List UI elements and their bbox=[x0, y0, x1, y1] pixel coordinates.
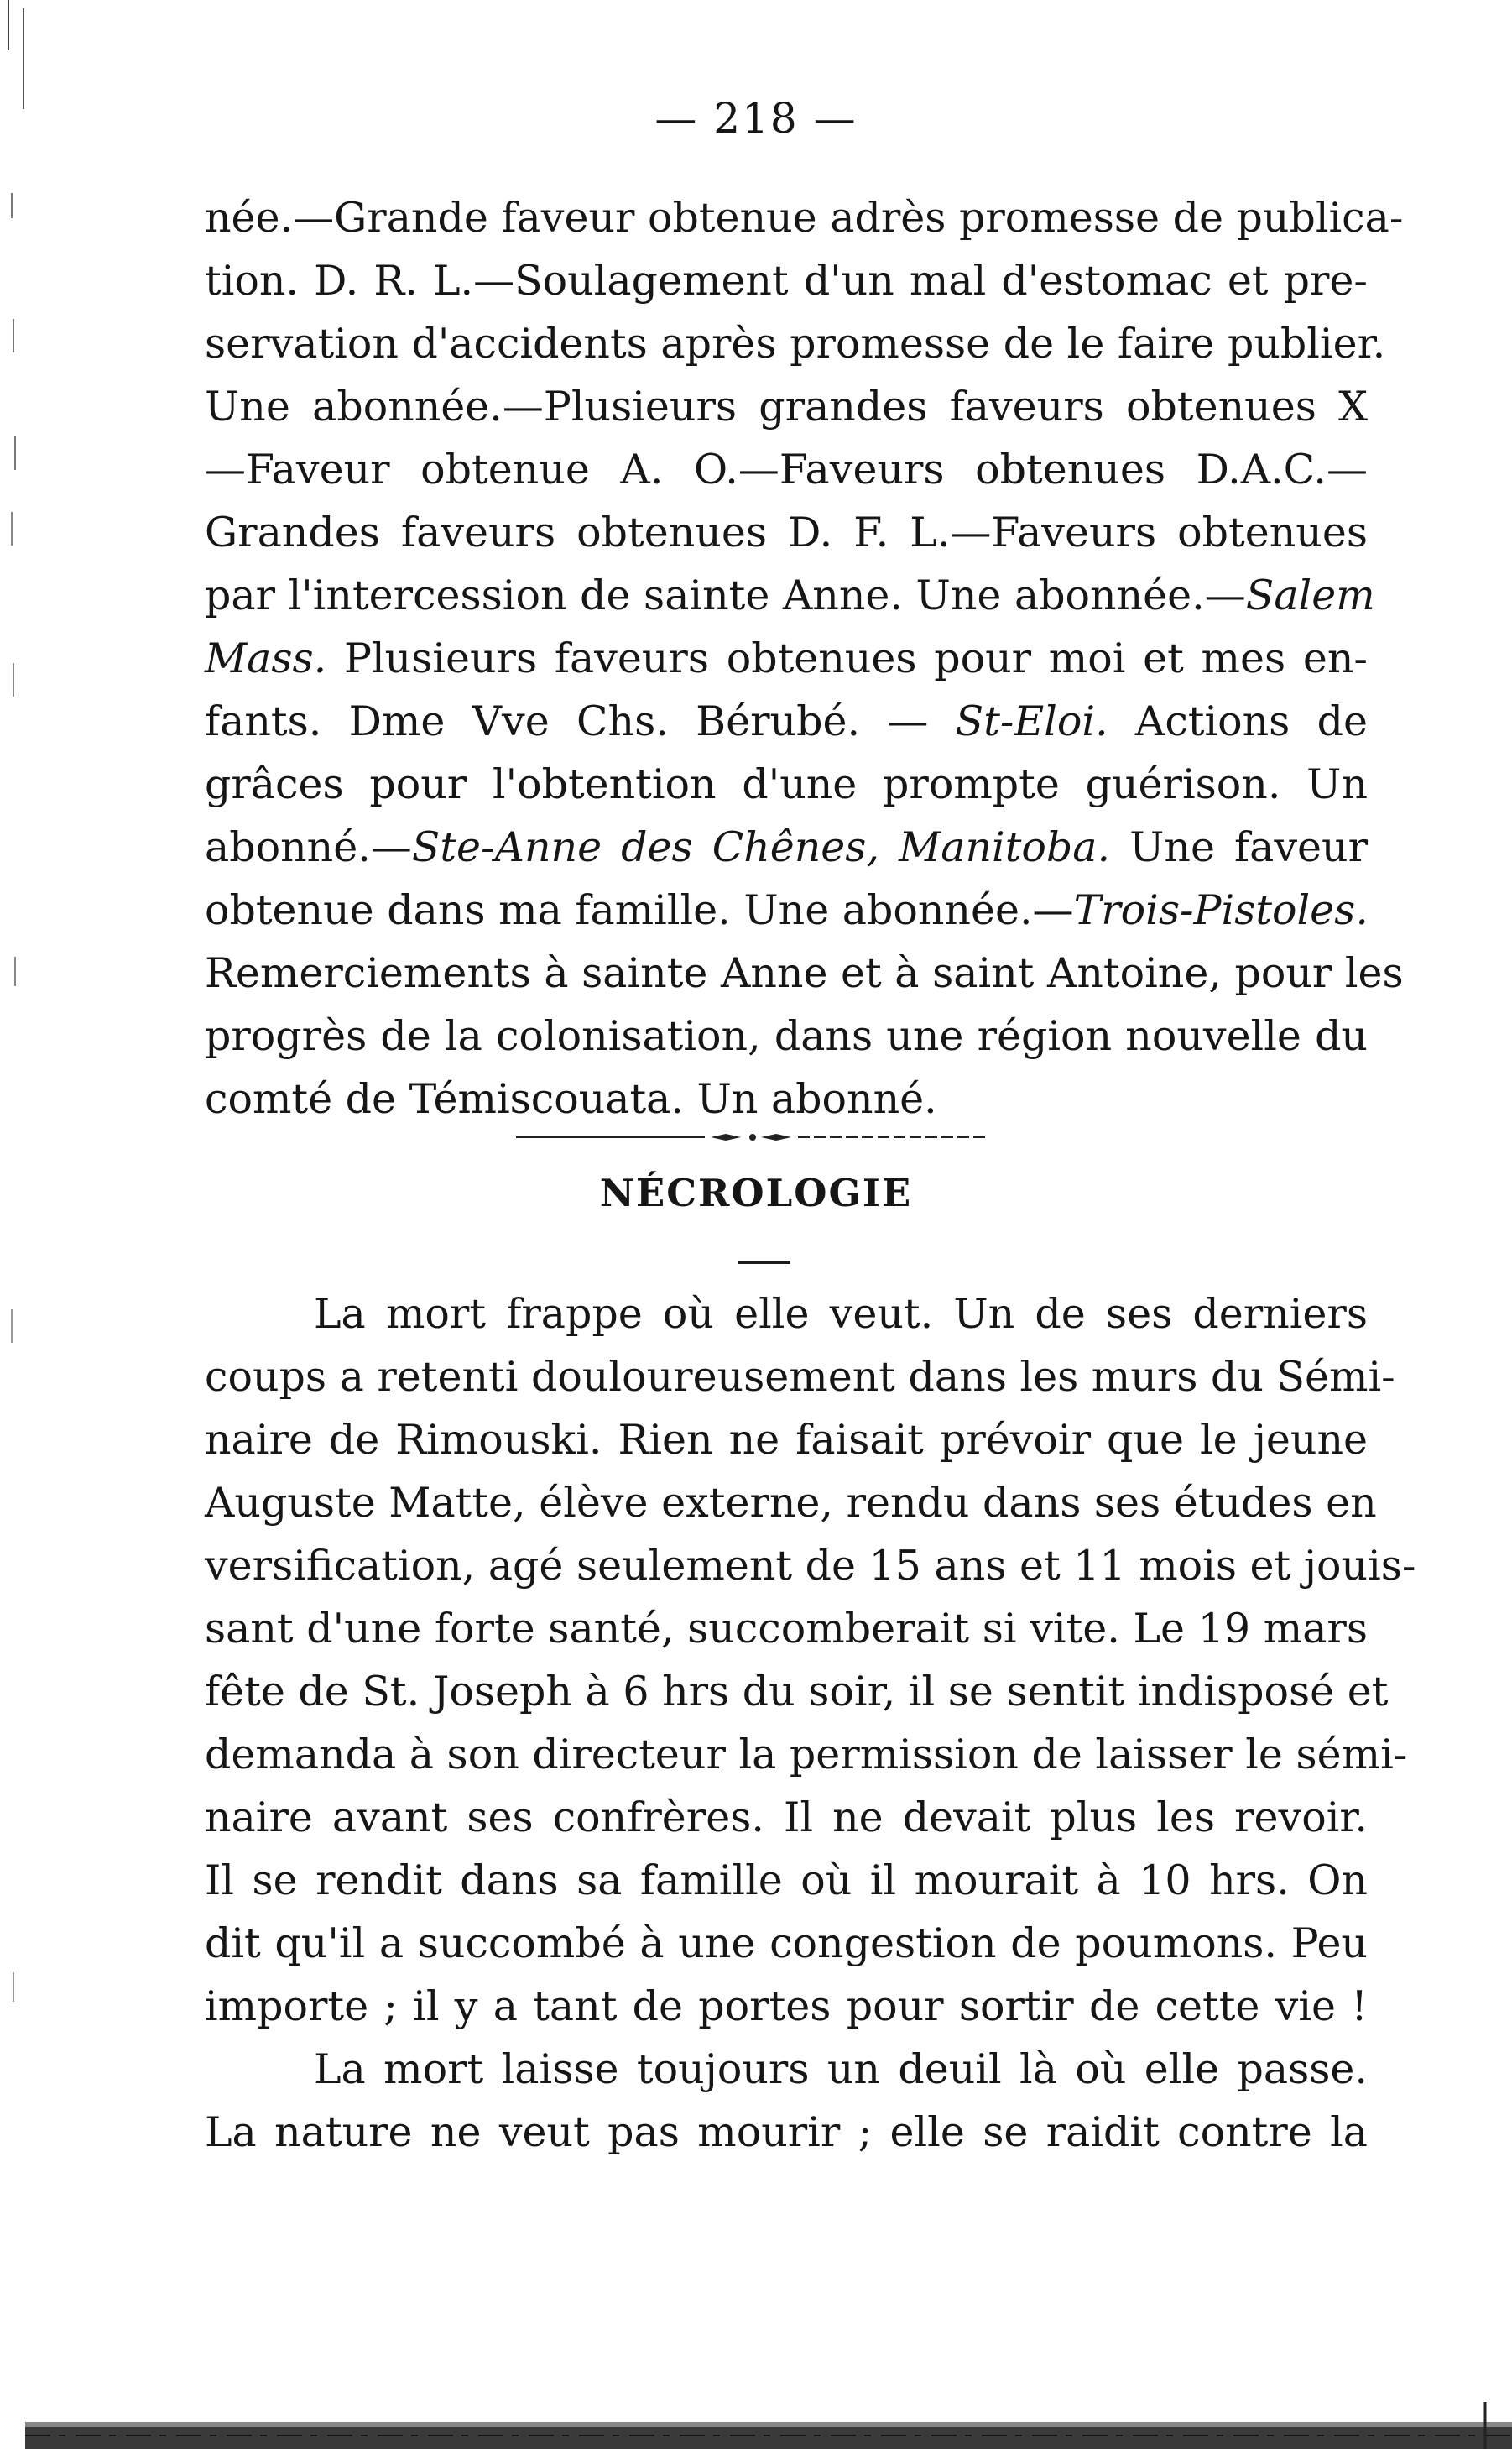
text-line: servation d'accidents après promesse de le faire publier. bbox=[205, 320, 1386, 368]
scan-bottom-edge bbox=[25, 2402, 1512, 2449]
text-line: importe ; il y a tant de portes pour sortir de cette vie ! bbox=[205, 1982, 1368, 2030]
text-line: sant d'une forte santé, succomberait si vite. Le 19 mars bbox=[205, 1605, 1368, 1653]
text-line: grâces pour l'obtention d'une prompte guérison. Un bbox=[205, 760, 1368, 808]
text-line: La nature ne veut pas mourir ; elle se raidit contre la bbox=[205, 2108, 1368, 2156]
text-line: Remerciements à sainte Anne et à saint Antoine, pour les bbox=[205, 949, 1404, 997]
text-line: Une abonnée.—Plusieurs grandes faveurs obtenues X bbox=[205, 383, 1368, 431]
heading-rule bbox=[738, 1261, 790, 1264]
section-heading: NÉCROLOGIE bbox=[599, 1171, 913, 1215]
text-line: fants. Dme Vve Chs. Bérubé. — St-Eloi. Actions de bbox=[205, 697, 1368, 745]
text-line: Il se rendit dans sa famille où il mourait à 10 hrs. On bbox=[205, 1856, 1368, 1904]
text-line: naire de Rimouski. Rien ne faisait prévoir que le jeune bbox=[205, 1416, 1368, 1464]
scan-edge-marks bbox=[0, 0, 34, 2449]
text-line: Auguste Matte, élève externe, rendu dans ses études en bbox=[205, 1479, 1377, 1527]
text-line: par l'intercession de sainte Anne. Une abonnée.—Salem bbox=[205, 572, 1375, 619]
favors-paragraph bbox=[205, 186, 1404, 1131]
text-line: La mort laisse toujours un deuil là où elle passe. bbox=[314, 2045, 1368, 2093]
obituary-paragraph bbox=[205, 1282, 1416, 2164]
ornamental-separator bbox=[516, 1133, 986, 1141]
text-line: dit qu'il a succombé à une congestion de poumons. Peu bbox=[205, 1919, 1368, 1967]
text-line: versification, agé seulement de 15 ans et 11 mois et jouis- bbox=[205, 1542, 1416, 1590]
text-line: —Faveur obtenue A. O.—Faveurs obtenues D.A.C.— bbox=[205, 446, 1368, 493]
text-line: fête de St. Joseph à 6 hrs du soir, il se sentit indisposé et bbox=[205, 1668, 1389, 1715]
text-line: coups a retenti douloureusement dans les murs du Sémi- bbox=[205, 1353, 1395, 1401]
text-line: comté de Témiscouata. Un abonné. bbox=[205, 1075, 937, 1123]
text-line: abonné.—Ste-Anne des Chênes, Manitoba. Une faveur bbox=[205, 823, 1369, 871]
text-line: Grandes faveurs obtenues D. F. L.—Faveurs obtenues bbox=[205, 509, 1368, 556]
text-line: obtenue dans ma famille. Une abonnée.—Trois-Pistoles. bbox=[205, 886, 1369, 934]
page-number: — 218 — bbox=[654, 94, 858, 143]
text-line: tion. D. R. L.—Soulagement d'un mal d'estomac et pre- bbox=[205, 257, 1368, 305]
text-line: naire avant ses confrères. Il ne devait plus les revoir. bbox=[205, 1794, 1368, 1841]
text-line: Mass. Plusieurs faveurs obtenues pour moi et mes en- bbox=[205, 634, 1368, 682]
text-line: progrès de la colonisation, dans une région nouvelle du bbox=[205, 1012, 1368, 1060]
text-line: La mort frappe où elle veut. Un de ses derniers bbox=[314, 1290, 1368, 1338]
text-line: née.—Grande faveur obtenue adrès promesse de publica- bbox=[205, 194, 1404, 242]
text-line: demanda à son directeur la permission de laisser le sémi- bbox=[205, 1731, 1408, 1778]
